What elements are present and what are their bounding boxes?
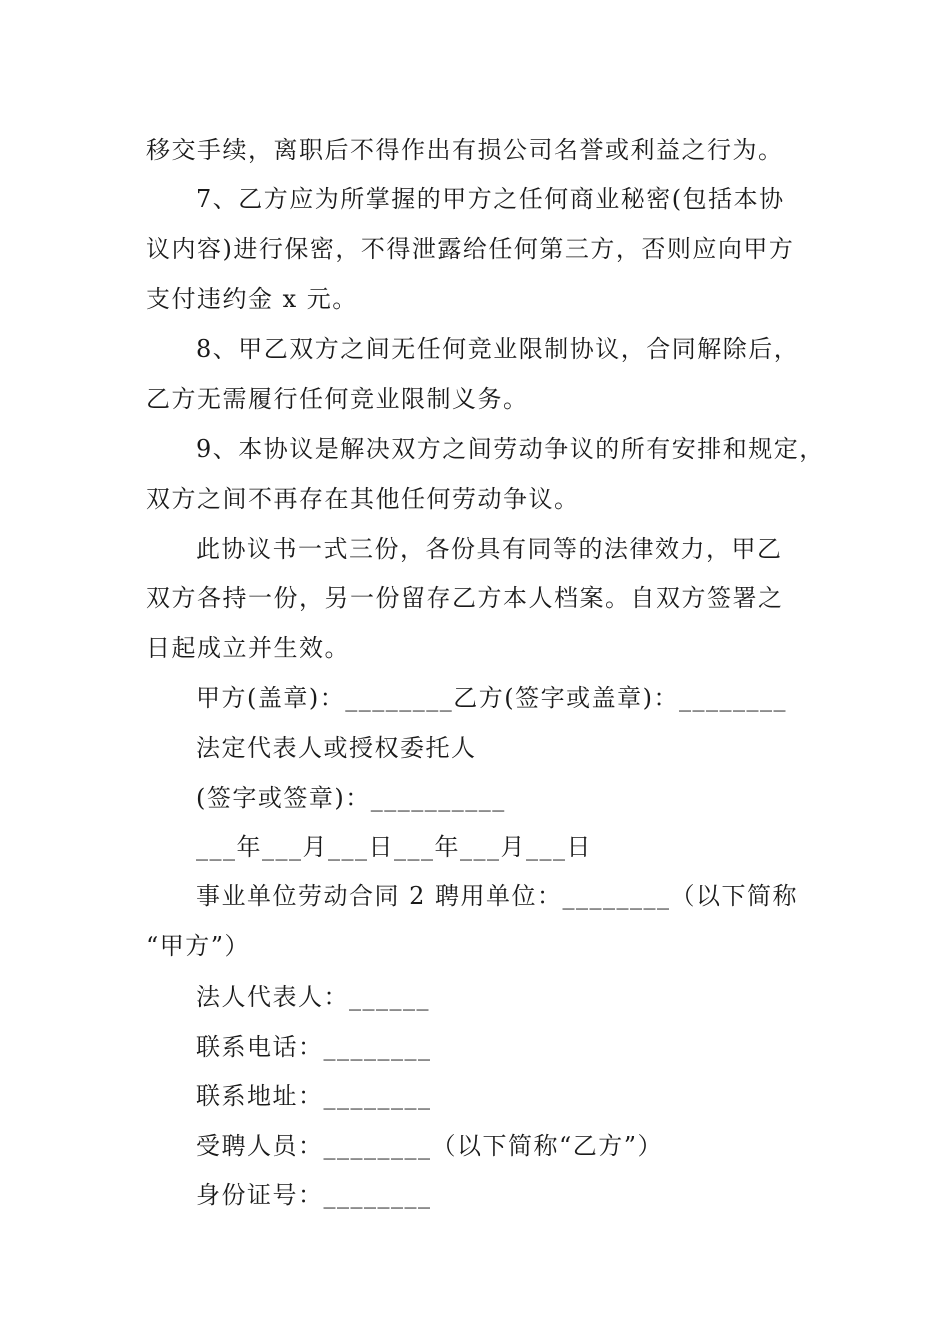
clause-7-line-1: 7、乙方应为所掌握的甲方之任何商业秘密(包括本协 bbox=[196, 185, 785, 213]
legal-representative-label: 法定代表人或授权委托人 bbox=[196, 734, 477, 762]
contract-2-employer-alias: “甲方”） bbox=[146, 932, 251, 960]
copies-line-3: 日起成立并生效。 bbox=[146, 634, 350, 662]
clause-8-line-1: 8、甲乙双方之间无任何竞业限制协议，合同解除后， bbox=[196, 335, 800, 363]
copies-line-2: 双方各持一份，另一份留存乙方本人档案。自双方签署之 bbox=[146, 584, 784, 612]
legal-representative-field: 法人代表人：______ bbox=[196, 983, 430, 1011]
text-line-1: 移交手续，离职后不得作出有损公司名誉或利益之行为。 bbox=[146, 136, 784, 164]
signature-field: (签字或签章)：__________ bbox=[196, 784, 506, 812]
clause-7-line-3: 支付违约金 x 元。 bbox=[146, 285, 358, 313]
clause-9-line-1: 9、本协议是解决双方之间劳动争议的所有安排和规定， bbox=[196, 435, 825, 463]
contact-address-field: 联系地址：________ bbox=[196, 1082, 432, 1110]
id-number-field: 身份证号：________ bbox=[196, 1181, 432, 1209]
clause-8-line-2: 乙方无需履行任何竞业限制义务。 bbox=[146, 385, 529, 413]
contract-2-employer-line: 事业单位劳动合同 2 聘用单位：________（以下简称 bbox=[196, 882, 799, 910]
copies-line-1: 此协议书一式三份，各份具有同等的法律效力，甲乙 bbox=[196, 535, 783, 563]
employee-field: 受聘人员：________（以下简称“乙方”） bbox=[196, 1132, 664, 1160]
party-signature-line: 甲方(盖章)：________乙方(签字或盖章)：________ bbox=[196, 684, 787, 712]
clause-9-line-2: 双方之间不再存在其他任何劳动争议。 bbox=[146, 485, 580, 513]
date-fields: ___年___月___日___年___月___日 bbox=[196, 833, 592, 861]
clause-7-line-2: 议内容)进行保密，不得泄露给任何第三方，否则应向甲方 bbox=[146, 235, 795, 263]
contact-phone-field: 联系电话：________ bbox=[196, 1033, 432, 1061]
